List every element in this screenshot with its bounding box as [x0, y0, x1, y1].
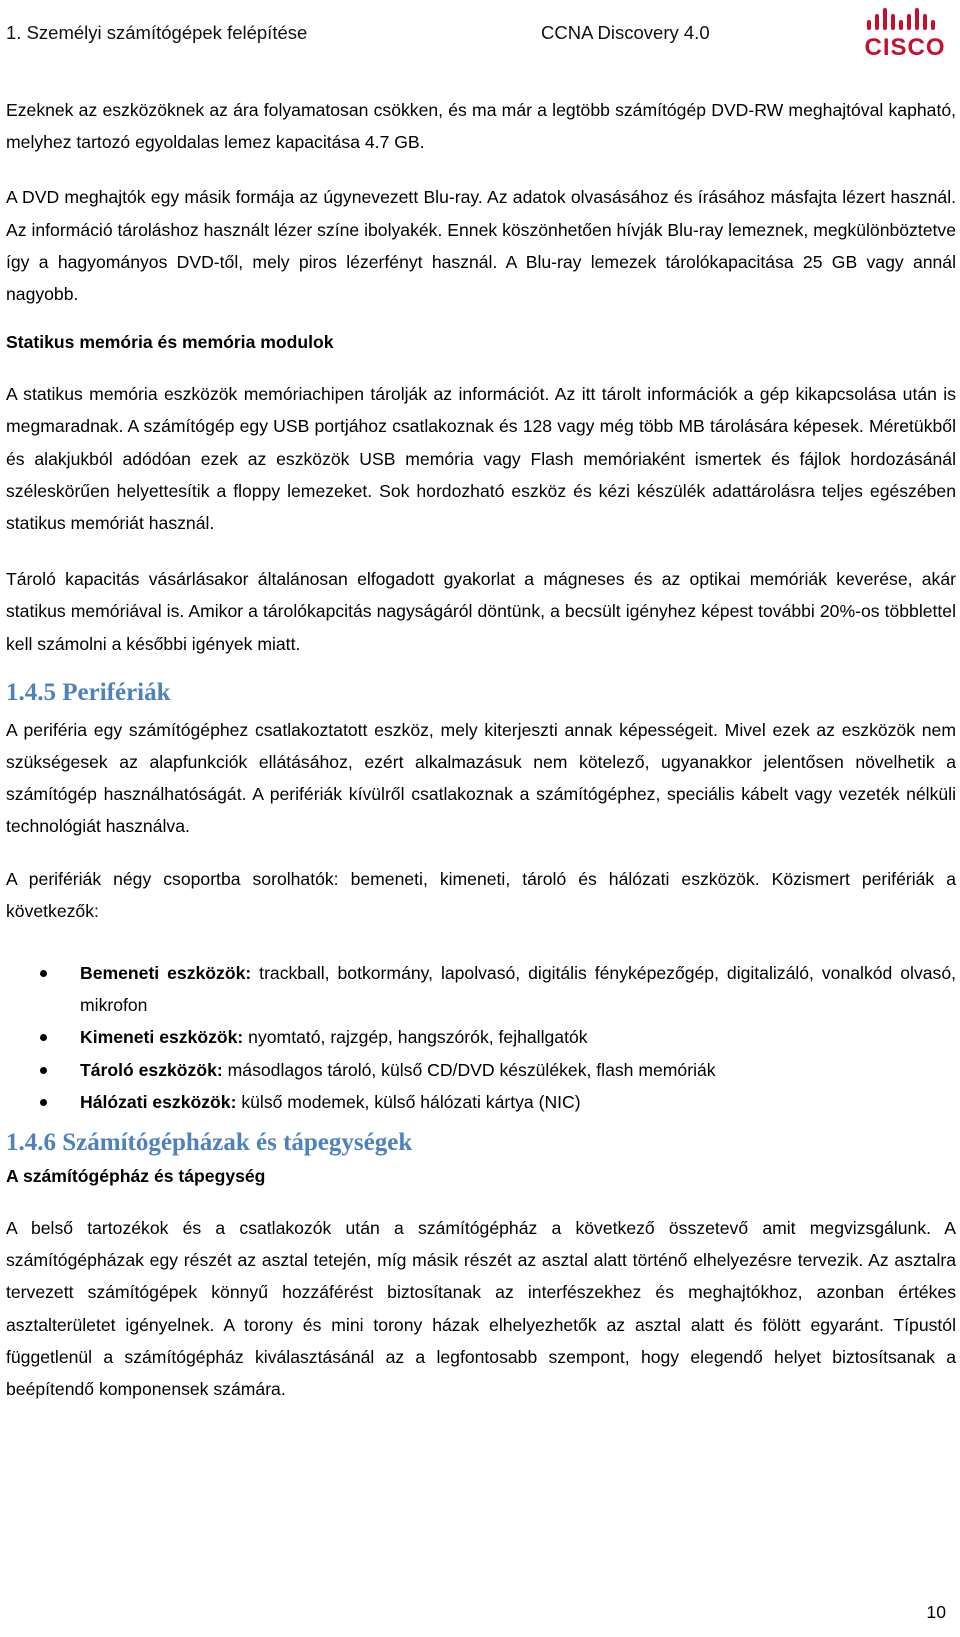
heading-1-4-5: 1.4.5 Perifériák: [6, 678, 171, 706]
list-item-text: trackball, botkormány, lapolvasó, digitális fényképezőgép, digitalizáló, vonalkód olvasó, mikrofon: [80, 963, 956, 1016]
list-item-label: Bemeneti eszközök:: [80, 963, 252, 984]
paragraph-peripherals: A periféria egy számítógéphez csatlakoztatott eszköz, mely kiterjeszti annak képességeit. Mivel ezek az eszközök nem szükségesek az alapfunkciók ellátásához, ezért alkalmazásuk nem kötelező, ugyanakkor jelentősen növelhetik a számítógép használhatóságát. A perifériák kívülről csatlakoznak a számítógéphez, speciális kábelt vagy vezeték nélküli technológiát használva.: [6, 719, 956, 837]
page-number: 10: [926, 1602, 946, 1622]
list-item: [6, 1054, 956, 1086]
course-title: CCNA Discovery 4.0: [541, 22, 710, 43]
paragraph-computer-case: A belső tartozékok és a csatlakozók után a számítógépház a következő összetevő amit megvizsgálunk. A számítógépházak egy részét az asztal tetején, míg másik részét az asztal alatt történő elhelyezésre tervezik. Az asztalra tervezett számítógépek könnyű hozzáférést biztosítanak az interfészekhez és meghajtókhoz, azonban értékes asztalterületet igényelnek. A torony és mini torony házak elhelyezhetők az asztal alatt és fölött egyaránt. Típustól függetlenül a számítógépház kiválasztásánál az a legfontosabb szempont, hogy elegendő helyet biztosítsanak a beépítendő komponensek számára.: [6, 1218, 956, 1400]
chapter-title: 1. Személyi számítógépek felépítése: [6, 22, 308, 43]
bullet-icon: [40, 1034, 47, 1041]
list-item-label: Kimeneti eszközök:: [80, 1027, 244, 1048]
paragraph-dvd-rw: Ezeknek az eszközöknek az ára folyamatosan csökken, és ma már a legtöbb számítógép DVD-RW meghajtóval kapható, melyhez tartozó egyoldalas lemez kapacitása 4.7 GB.: [6, 100, 956, 153]
list-item: [6, 1086, 956, 1118]
list-item-text: külső modemek, külső hálózati kártya (NIC): [236, 1091, 581, 1112]
paragraph-peripheral-groups: A perifériák négy csoportba sorolhatók: bemeneti, kimeneti, tároló és hálózati eszközök. Közismert perifériák a következők:: [6, 868, 956, 921]
list-item-text: másodlagos tároló, külső CD/DVD készülékek, flash memóriák: [222, 1059, 716, 1080]
cisco-wordmark: CISCO: [864, 34, 946, 61]
cisco-logo: [857, 6, 953, 64]
list-item-text: nyomtató, rajzgép, hangszórók, fejhallgatók: [243, 1027, 588, 1048]
bullet-icon: [40, 1067, 47, 1074]
subheading-static-memory: Statikus memória és memória modulok: [6, 332, 334, 353]
bullet-icon: [40, 970, 47, 977]
list-item-label: Tároló eszközök:: [80, 1059, 223, 1080]
list-item: [6, 957, 956, 1021]
paragraph-static-memory: A statikus memória eszközök memóriachipen tárolják az információt. Az itt tárolt információk a gép kikapcsolása után is megmaradnak. A számítógép egy USB portjához csatlakoznak és 128 vagy még több MB tárolására képesek. Méretükből és alakjukból adódóan ezek az eszközök USB memória vagy Flash memóriaként ismertek és fájlok hordozásánál széleskörűen helyettesítik a floppy lemezeket. Sok hordozható eszköz és kézi készülék adattárolásra teljes egészében statikus memóriát használ.: [6, 384, 956, 534]
heading-1-4-6: 1.4.6 Számítógépházak és tápegységek: [6, 1129, 413, 1157]
paragraph-blu-ray: A DVD meghajtók egy másik formája az úgynevezett Blu-ray. Az adatok olvasásához és írásához másfajta lézert használ. Az információ tároláshoz használt lézer színe ibolyakék. Ennek köszönhetően hívják Blu-ray lemeznek, megkülönböztetve így a hagyományos DVD-től, mely piros lézerfényt használ. A Blu-ray lemezek tárolókapacitása 25 GB vagy annál nagyobb.: [6, 187, 956, 305]
page-header: [0, 0, 960, 72]
cisco-bars-icon: [857, 6, 953, 36]
list-item: [6, 1021, 956, 1053]
peripheral-list: [6, 957, 956, 1118]
paragraph-storage-capacity: Tároló kapacitás vásárlásakor általánosan elfogadott gyakorlat a mágneses és az optikai memóriák keverése, akár statikus memóriával is. Amikor a tárolókapcitás nagyságáról döntünk, a becsült igényhez képest további 20%-os többlettel kell számolni a későbbi igények miatt.: [6, 569, 956, 654]
page-content: [6, 94, 956, 1405]
subheading-case-psu: A számítógépház és tápegység: [6, 1166, 266, 1187]
bullet-icon: [40, 1099, 47, 1106]
list-item-label: Hálózati eszközök:: [80, 1091, 237, 1112]
